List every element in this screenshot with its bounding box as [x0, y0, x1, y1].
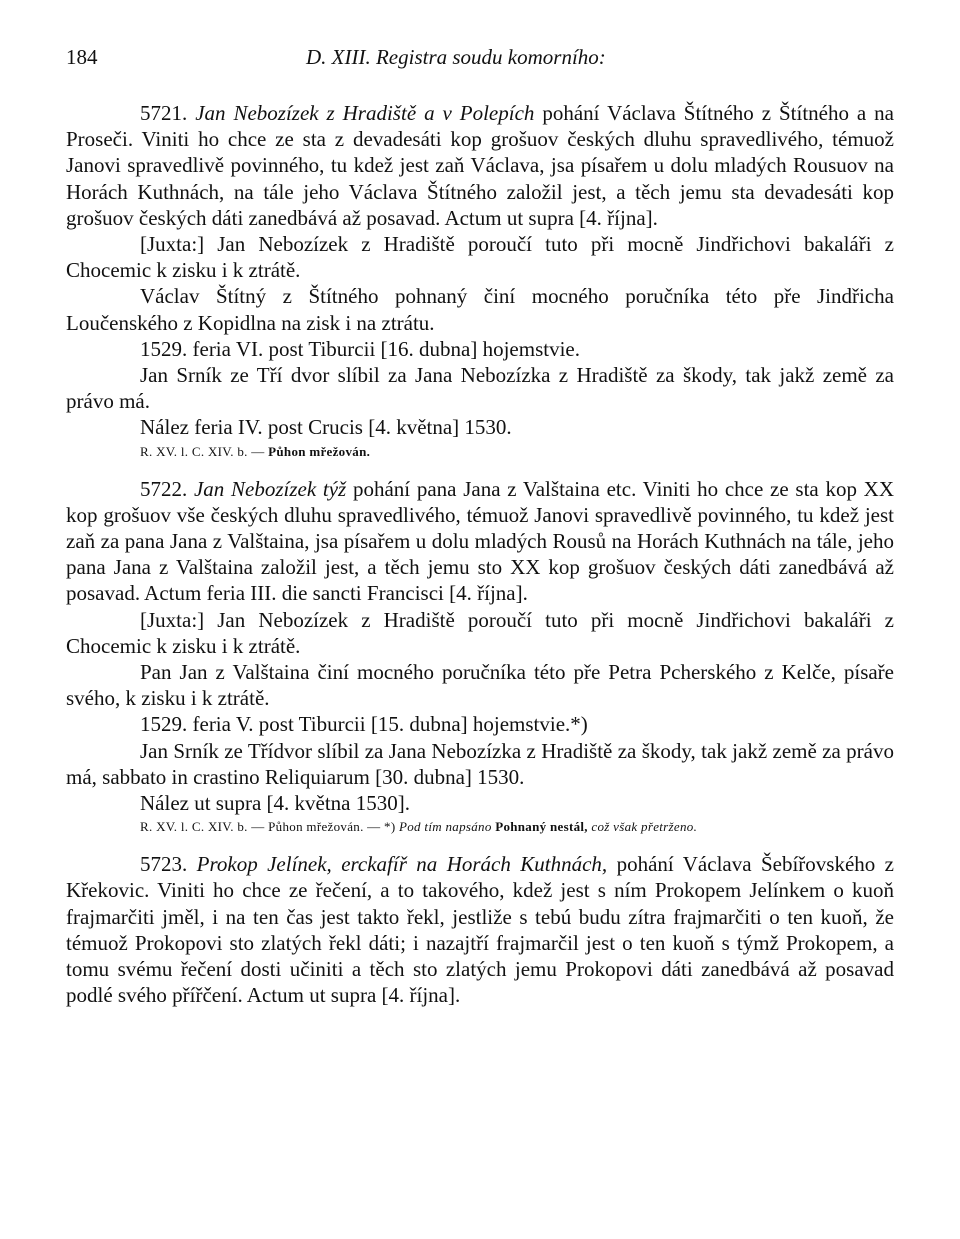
entry-paragraph: Jan Srník ze Tří dvor slíbil za Jana Nebozízka z Hradiště za škody, tak jakž země za právo má.: [66, 363, 894, 414]
reference-note-bold: Pohnaný nestál,: [495, 819, 588, 835]
entry-paragraph: [Juxta:] Jan Nebozízek z Hradiště poroučí tuto při mocně Jindřichovi bakaláři z Chocemic k zisku i k ztrátě.: [66, 232, 894, 283]
entry-5722-opening: [66, 476, 894, 607]
entry-5721-opening: [66, 100, 894, 231]
page-header: [66, 44, 894, 74]
entry-paragraph: Pan Jan z Valštaina činí mocného poručníka této pře Petra Pcherského z Kelče, písaře svého, k zisku i k ztrátě.: [66, 660, 894, 711]
page-number: 184: [66, 45, 98, 69]
entry-text: pohání pana Jana z Valštaina etc. Viniti ho chce ze sta kop XX kop grošuov vše českých dluhu spravedlivého, témuož Janovi spravedlivě povinného, tu kdež jest zaň za pana Jana z Valštaina, jsa písařem u dolu mladých Rousů na Horách Kuthnách na tále, jeho pana Jana z Valštaina založil jest, a těch jemu sto XX kop grošuov českých dáti zanedbává až posavad. Actum feria III. die sancti Francisci [4. října].: [66, 476, 895, 606]
reference-note: Půhon mřežován.: [268, 443, 371, 459]
reference-source: R. XV. l. C. XIV. b. —: [140, 443, 265, 459]
entry-text: pohání Václava Šebířovského z Křekovic. Viniti ho chce ze řečení, a to takového, kdež jest s ním Prokopem Jelínkem o kuoň frajmarčiti jměl, i na ten čas jest takto řekl, jestliže s tebú budu zítra frajmarčiti o ten kuoň, že témuož Prokopovi sto zlatých řekl dáti; i nazajtří frajmarčil jest o ten kuoň s týmž Prokopem, a tomu svému řečení dosti učiniti a těch sto zlatých jemu Prokopovi dáti zanedbává až posavad podlé svého přířčení. Actum ut supra [4. října].: [66, 852, 895, 1008]
running-head: D. XIII. Registra soudu komorního:: [306, 45, 606, 69]
reference-note-italic: Pod tím napsáno: [399, 819, 492, 835]
entry-paragraph: 1529. feria VI. post Tiburcii [16. dubna] hojemstvie.: [140, 336, 580, 361]
reference-note-tail: což však přetrženo.: [591, 819, 698, 835]
reference-source: R. XV. l. C. XIV. b. — Půhon mřežován. — *): [140, 819, 396, 835]
entry-paragraph: Václav Štítný z Štítného pohnaný činí mocného poručníka této pře Jindřicha Loučenského z Kopidlna na zisk i na ztrátu.: [66, 284, 894, 335]
entry-paragraph: 1529. feria V. post Tiburcii [15. dubna] hojemstvie.*): [140, 712, 588, 737]
entry-5723-opening: [66, 851, 894, 1008]
entry-paragraph: Jan Srník ze Třídvor slíbil za Jana Nebozízka z Hradiště za škody, tak jakž země za právo má, sabbato in crastino Reliquiarum [30. dubna] 1530.: [66, 738, 894, 789]
entry-number: 5721.: [140, 101, 188, 125]
entry-title: Jan Nebozízek z Hradiště a v Polepích: [195, 101, 535, 125]
entry-text: pohání Václava Štítného z Štítného a na Proseči. Viniti ho chce ze sta z devadesáti kop grošuov českých dluhu spravedlivého, témuož Janovi spravedlivě povinného, tu kdež jest zaň Václava, jsa písařem u dolu mladých Rousuov na Horách Kuthnách, na tále jeho Václava Štítného založil jest, a těch jemu sta devadesáti kop grošuov českých dáti zanedbává až posavad. Actum ut supra [4. října].: [66, 101, 895, 230]
entry-reference: [66, 816, 894, 838]
entry-title: Jan Nebozízek týž: [193, 476, 347, 501]
entry-number: 5722.: [140, 476, 188, 501]
entry-paragraph: Nález ut supra [4. května 1530].: [140, 791, 410, 816]
entry-number: 5723.: [140, 852, 188, 877]
entry-paragraph: [Juxta:] Jan Nebozízek z Hradiště poroučí tuto při mocně Jindřichovi bakaláři z Chocemic k zisku i k ztrátě.: [66, 607, 894, 658]
entry-paragraph: Nález feria IV. post Crucis [4. května] 1530.: [140, 415, 512, 440]
entry-title: Prokop Jelínek, erckafíř na Horách Kuthnách,: [196, 852, 608, 877]
entry-reference: [66, 441, 894, 463]
